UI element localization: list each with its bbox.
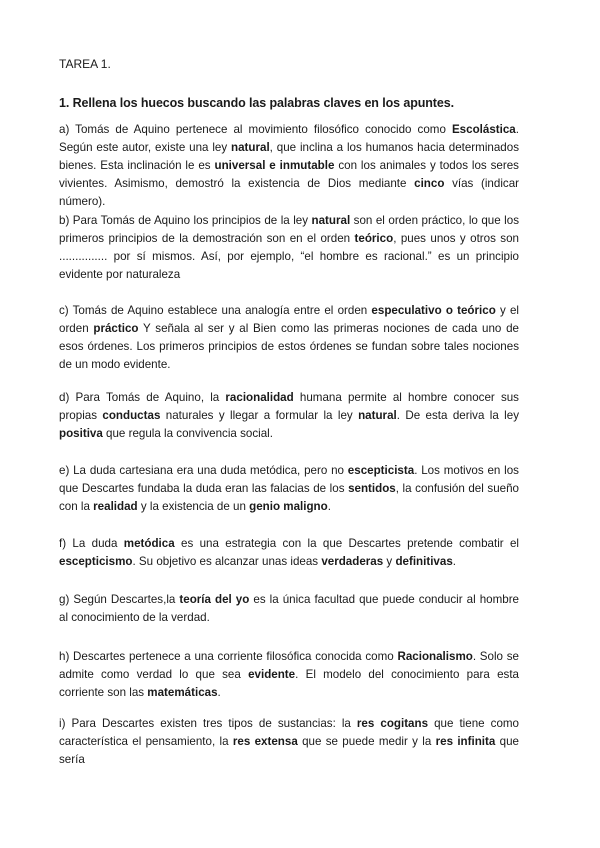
answer-res-infinita: res infinita bbox=[435, 735, 496, 748]
paragraph-i: i) Para Descartes existen tres tipos de sustancias: la res cogitans que tiene como característica el pensamiento, la res extensa que se puede medir y la res infinita que sería bbox=[59, 717, 519, 766]
answer-matematicas: matemáticas bbox=[147, 686, 218, 699]
answer-practico: práctico bbox=[93, 322, 139, 335]
answer-sentidos: sentidos bbox=[348, 482, 396, 495]
paragraph-d: d) Para Tomás de Aquino, la racionalidad humana permite al hombre conocer sus propias conductas naturales y llegar a formular la ley natural. De esta deriva la ley positiva que regula la convivencia social. bbox=[59, 391, 519, 440]
paragraph-g: g) Según Descartes,la teoría del yo es la única facultad que puede conducir al hombre al conocimiento de la verdad. bbox=[59, 593, 520, 624]
paragraph-c: c) Tomás de Aquino establece una analogía entre el orden especulativo o teórico y el orden práctico Y señala al ser y al Bien como las primeras nociones de cada uno de esos órdenes. Los primeros principios de estos órdenes se fundan sobre tales nociones de un modo evidente. bbox=[59, 304, 520, 371]
exercise-heading: 1. Rellena los huecos buscando las palabras claves en los apuntes. bbox=[59, 96, 454, 110]
answer-racionalismo: Racionalismo bbox=[397, 650, 473, 663]
answer-positiva: positiva bbox=[59, 427, 103, 440]
paragraph-h: h) Descartes pertenece a una corriente filosófica conocida como Racionalismo. Solo se admite como verdad lo que sea evidente. El modelo del conocimiento para esta corriente son las matemáticas. bbox=[59, 650, 519, 699]
answer-natural-b: natural bbox=[311, 214, 351, 227]
answer-conductas: conductas bbox=[102, 409, 161, 422]
answer-genio-maligno: genio maligno bbox=[249, 500, 328, 513]
answer-teorico: teórico bbox=[354, 232, 394, 245]
answer-cinco: cinco bbox=[414, 177, 445, 190]
answer-natural-d: natural bbox=[358, 409, 397, 422]
answer-escepticista: escepticista bbox=[347, 464, 415, 477]
answer-teoria-del-yo: teoría del yo bbox=[179, 593, 250, 606]
answer-metodica: metódica bbox=[123, 537, 175, 550]
answer-res-cogitans: res cogitans bbox=[356, 717, 429, 730]
answer-definitivas: definitivas bbox=[395, 555, 453, 568]
answer-evidente: evidente bbox=[248, 668, 296, 681]
paragraph-b: b) Para Tomás de Aquino los principios de la ley natural son el orden práctico, lo que los primeros principios de la demostración son en el orden teórico, pues unos y otros son ............... por sí mismos. Así, por ejemplo, “el hombre es racional.” es un principio evidente por naturaleza bbox=[59, 214, 519, 281]
paragraph-f: f) La duda metódica es una estrategia con la que Descartes pretende combatir el escepticismo. Su objetivo es alcanzar unas ideas verdaderas y definitivas. bbox=[59, 537, 519, 568]
answer-res-extensa: res extensa bbox=[232, 735, 298, 748]
answer-verdaderas: verdaderas bbox=[321, 555, 384, 568]
answer-racionalidad: racionalidad bbox=[225, 391, 294, 404]
answer-natural: natural bbox=[231, 141, 270, 154]
page-title: TAREA 1. bbox=[59, 57, 111, 71]
answer-escolastica: Escolástica bbox=[451, 123, 516, 136]
paragraph-e: e) La duda cartesiana era una duda metódica, pero no escepticista. Los motivos en los que Descartes fundaba la duda eran las falacias de los sentidos, la confusión del sueño con la realidad y la existencia de un genio maligno. bbox=[59, 464, 519, 513]
answer-especulativo: especulativo o teórico bbox=[371, 304, 496, 317]
paragraph-a: a) Tomás de Aquino pertenece al movimiento filosófico conocido como Escolástica. Según este autor, existe una ley natural, que inclina a los humanos hacia determinados bienes. Esta inclinación le es universal e inmutable con los animales y todos los seres vivientes. Asimismo, demostró la existencia de Dios mediante cinco vías (indicar número). bbox=[59, 123, 520, 208]
answer-realidad: realidad bbox=[93, 500, 138, 513]
answer-escepticismo: escepticismo bbox=[59, 555, 133, 568]
answer-universal: universal e inmutable bbox=[214, 159, 335, 172]
